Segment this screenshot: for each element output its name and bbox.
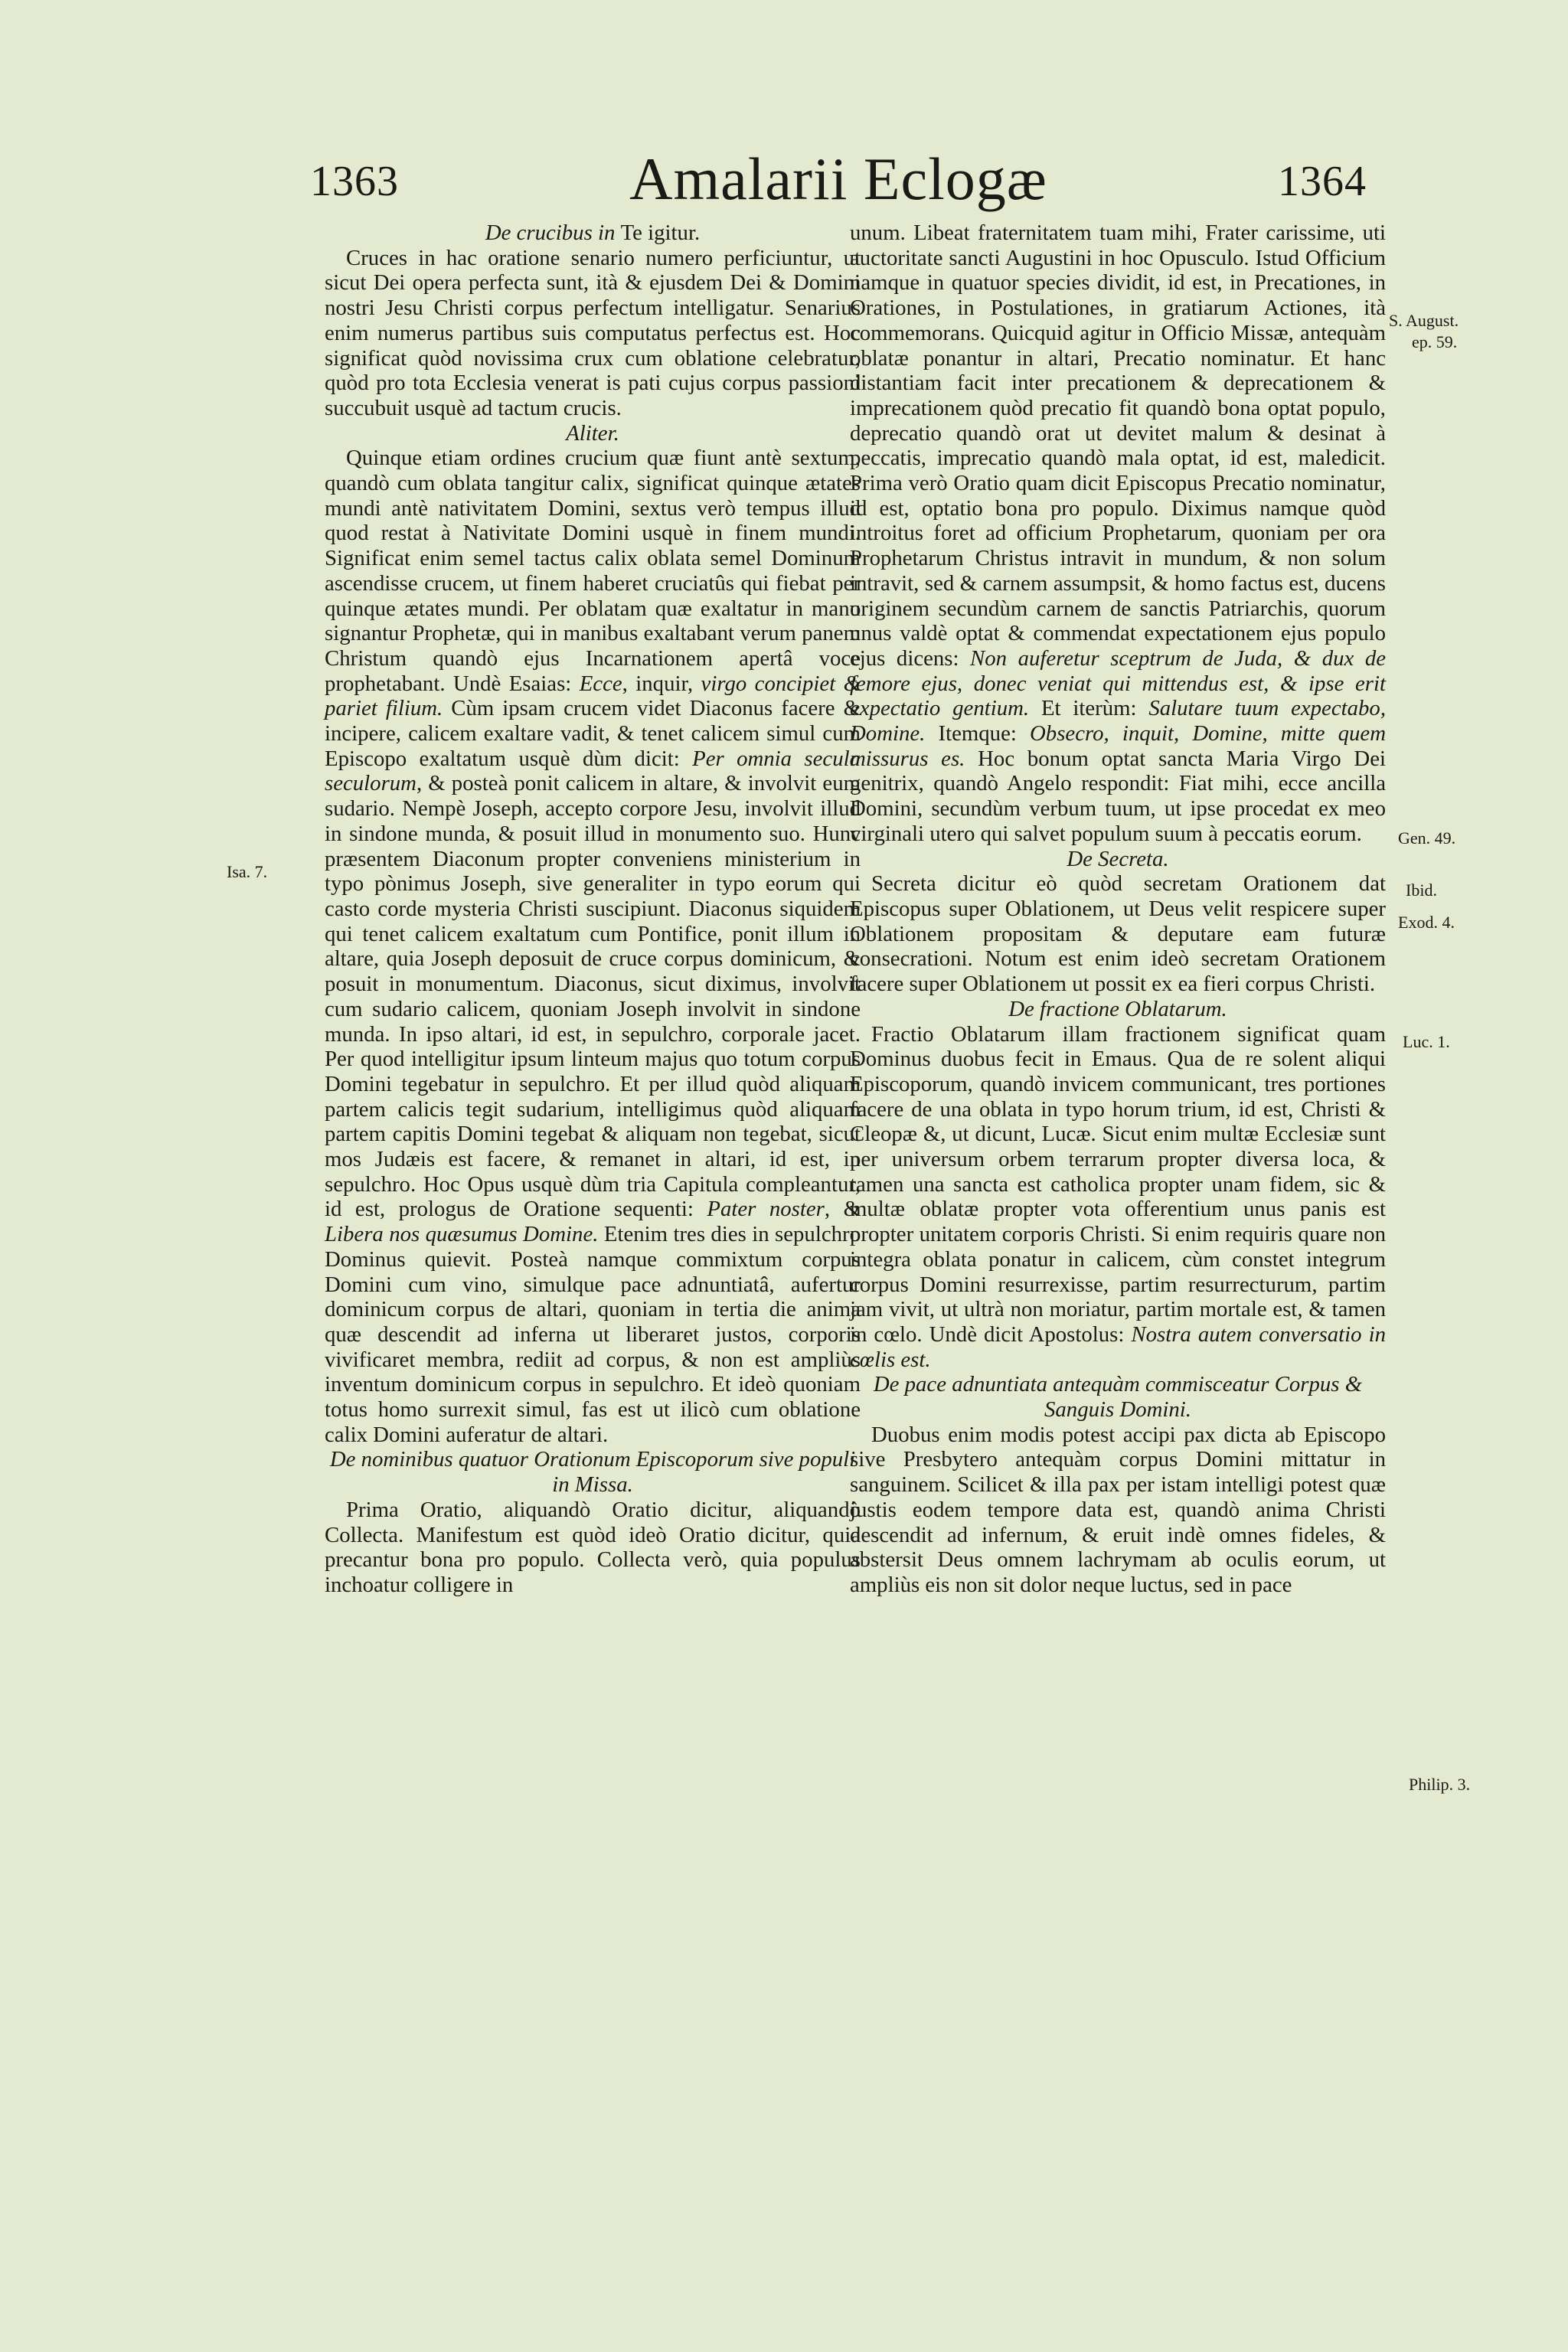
- paragraph: Duobus enim modis potest accipi pax dicta ab Episcopo sive Presbytero antequàm corpus Domini mittatur in sanguinem. Scilicet & illa pax per istam intelligi potest quæ justis eodem tempore data est, quandò anima Christi descendit ad infernum, & eruit indè omnes fideles, & abstersit Deus omnem lachrymam ab oculis eorum, ut ampliùs eis non sit dolor neque luctus, sed in pace: [850, 1422, 1386, 1597]
- right-column: [850, 220, 1386, 1598]
- quotation: Ecce: [579, 671, 622, 696]
- margin-note-genesis: Gen. 49.: [1398, 828, 1456, 848]
- section-heading: De fractione Oblatarum.: [1008, 996, 1227, 1021]
- section-heading: De pace adnuntiata antequàm commisceatur Corpus & Sanguis Domini.: [873, 1372, 1363, 1423]
- paragraph: Cruces in hac oratione senario numero perficiuntur, ut sicut Dei opera perfecta sunt, ità & ejusdem Dei & Domini nostri Jesu Christi corpus perfectum intelligatur. Senarius enim numerus partibus suis computatus perfectus est. Hoc significat quòd novissima crux cum oblatione celebratur, quòd pro tota Ecclesia venerat is pati cujus corpus passioni succubuit usquè ad tactum crucis.: [325, 245, 861, 420]
- left-column: [325, 220, 861, 1598]
- quotation: Obsecro, inquit, Domine, mitte quem missurus es.: [850, 721, 1386, 771]
- section-heading: Aliter.: [566, 420, 619, 446]
- paragraph: Quinque etiam ordines crucium quæ fiunt antè sextum, quandò cum oblata tangitur calix, significat quinque ætates mundi antè nativitatem Domini, sextus verò tempus illud quod restat à Nativitate Domini usquè in finem mundi. Significat enim semel tactus calix oblata semel Dominum ascendisse crucem, ut finem haberet cruciatûs qui fiebat per quinque ætates mundi. Per oblatam quæ exaltatur in manu signantur Prophetæ, qui in manibus exaltabant verum panem Christum quandò ejus Incarnationem apertâ voce prophetabant. Undè Esaias: Ecce, inquir, virgo concipiet & pariet filium. Cùm ipsam crucem videt Diaconus facere & incipere, calicem exaltare vadit, & tenet calicem simul cum Episcopo exaltatum usquè dùm dicit: Per omnia secula seculorum, & posteà ponit calicem in altare, & involvit eum sudario. Nempè Joseph, accepto corpore Jesu, involvit illud in sindone munda, & posuit illud in monumento suo. Hunc præsentem Diaconum propter conveniens ministerium in typo pònimus Joseph, sive generaliter in typo eorum qui casto corde mysteria Christi suscipiunt. Diaconus siquidem qui tenet calicem exaltatum cum Pontifice, ponit illum in altare, quia Joseph deposuit de cruce corpus dominicum, & posuit in monumentum. Diaconus, sicut diximus, involvit cum sudario calicem, quoniam Joseph involvit in sindone munda. In ipso altari, id est, in sepulchro, corporale jacet. Per quod intelligitur ipsum linteum majus quo totum corpus Domini tegebatur in sepulchro. Et per illud quòd aliquam partem calicis tegit sudarium, intelligimus quòd aliquam partem capitis Domini tegebat & aliquam non tegebat, sicut mos Judæis est facere, & remanet in altari, id est, in sepulchro. Hoc Opus usquè dùm tria Capitula compleantur, id est, prologus de Oratione sequenti: Pater noster, & Libera nos quæsumus Domine. Etenim tres dies in sepulchro Dominus quievit. Posteà namque commixtum corpus Domini cum vino, simulque pace adnuntiatâ, aufertur dominicum corpus de altari, quoniam in tertia die anima quæ descendit ad inferna ut liberaret justos, corporis vivificaret membra, rediit ad corpus, & non est ampliùs inventum dominicum corpus in sepulchro. Et ideò quoniam totus homo surrexit simul, fas est ut ilicò cum oblatione calix Domini auferatur de altari.: [325, 446, 861, 1447]
- section-heading: De Secreta.: [1067, 846, 1169, 871]
- paragraph: Secreta dicitur eò quòd secretam Orationem dat Episcopus super Oblationem, ut Deus velit respicere super Oblationem propositam & deputare eam futuræ consecrationi. Notum est enim ideò secretam Orationem facere super Oblationem ut possit ex ea fieri corpus Christi.: [850, 871, 1386, 997]
- margin-note-philippians: Philip. 3.: [1409, 1775, 1471, 1794]
- quotation: Per omnia secula seculorum: [325, 746, 861, 796]
- paragraph: Prima Oratio, aliquandò Oratio dicitur, aliquandò Collecta. Manifestum est quòd ideò Oratio dicitur, quia precantur bona pro populo. Collecta verò, quia populus inchoatur colligere in: [325, 1497, 861, 1597]
- page-header: [310, 145, 1367, 218]
- margin-note-isa: Isa. 7.: [227, 862, 268, 881]
- margin-note-augustine: S. August.: [1389, 311, 1459, 330]
- quotation: Non auferetur sceptrum de Juda, & dux de femore ejus, donec veniat qui mittendus est, & ipse erit expectatio gentium.: [850, 645, 1387, 721]
- running-title: Amalarii Eclogæ: [629, 145, 1047, 212]
- margin-note-ibid: Ibid.: [1406, 880, 1437, 900]
- quotation: virgo concipiet & pariet filium.: [325, 671, 861, 721]
- margin-note-epistle: ep. 59.: [1412, 332, 1458, 351]
- paragraph: unum. Libeat fraternitatem tuam mihi, Frater carissime, uti auctoritate sancti Augustini in hoc Opusculo. Istud Officium namque in quatuor species dividit, id est, in Precationes, in Orationes, in Postulationes, in gratiarum Actiones, ità commemorans. Quicquid agitur in Officio Missæ, antequàm oblatæ ponantur in altari, Precatio nominatur. Et hanc distantiam facit inter precationem & deprecationem & imprecationem quòd precatio fit quandò bona optat populo, deprecatio quandò orat ut devitet malum & desinat à peccatis, imprecatio quandò mala optat, id est, maledicit. Prima verò Oratio quam dicit Episcopus Precatio nominatur, id est, optatio bona pro populo. Diximus namque quòd introitus foret ad officium Prophetarum, quoniam per ora Prophetarum Christus intravit in mundum, & non solum intravit, sed & carnem assumpsit, & homo factus est, ducens originem secundùm carnem de sanctis Patriarchis, quorum unus valdè optat & commendat expectationem ejus populo ejus dicens: Non auferetur sceptrum de Juda, & dux de femore ejus, donec veniat qui mittendus est, & ipse erit expectatio gentium. Et iterùm: Salutare tuum expectabo, Domine. Itemque: Obsecro, inquit, Domine, mitte quem missurus es. Hoc bonum optat sancta Maria Virgo Dei genitrix, quandò Angelo respondit: Fiat mihi, ecce ancilla Domini, secundùm verbum tuum, ut ipse procedat ex meo virginali utero qui salvet populum suum à peccatis eorum.: [850, 220, 1387, 846]
- quotation: Nostra autem conversatio in cœlis est.: [850, 1321, 1386, 1372]
- paragraph: Fractio Oblatarum illam fractionem significat quam Dominus duobus fecit in Emaus. Qua de re solent aliqui Episcoporum, quandò invicem communicant, tres portiones facere de una oblata in typo horum trium, id est, Christi & Cleopæ &, ut dicunt, Lucæ. Sicut enim multæ Ecclesiæ sunt per universum orbem terrarum propter diversa loca, & tamen una sancta est catholica propter unam fidem, sic & multæ oblatæ propter vota offerentium unus panis est propter unitatem corporis Christi. Si enim requiris quare non integra oblata ponatur in calicem, cùm constet integrum corpus Domini resurrexisse, partim resurrecturum, partim jam vivit, ut ultrà non moriatur, partim mortale est, & tamen in cœlo. Undè dicit Apostolus: Nostra autem conversatio in cœlis est.: [850, 1021, 1386, 1372]
- margin-note-exodus: Exod. 4.: [1398, 913, 1455, 932]
- margin-note-luke: Luc. 1.: [1403, 1032, 1450, 1051]
- quotation: Pater noster: [707, 1197, 825, 1222]
- page-number-left: 1363: [310, 158, 399, 205]
- quotation: Libera nos quæsumus Domine.: [325, 1222, 599, 1247]
- page-number-right: 1364: [1278, 158, 1367, 205]
- quotation: Salutare tuum expectabo, Domine.: [850, 696, 1387, 746]
- section-heading: De nominibus quatuor Orationum Episcoporum sive populi in Missa.: [329, 1447, 856, 1498]
- section-heading: De crucibus in Te igitur.: [485, 220, 701, 245]
